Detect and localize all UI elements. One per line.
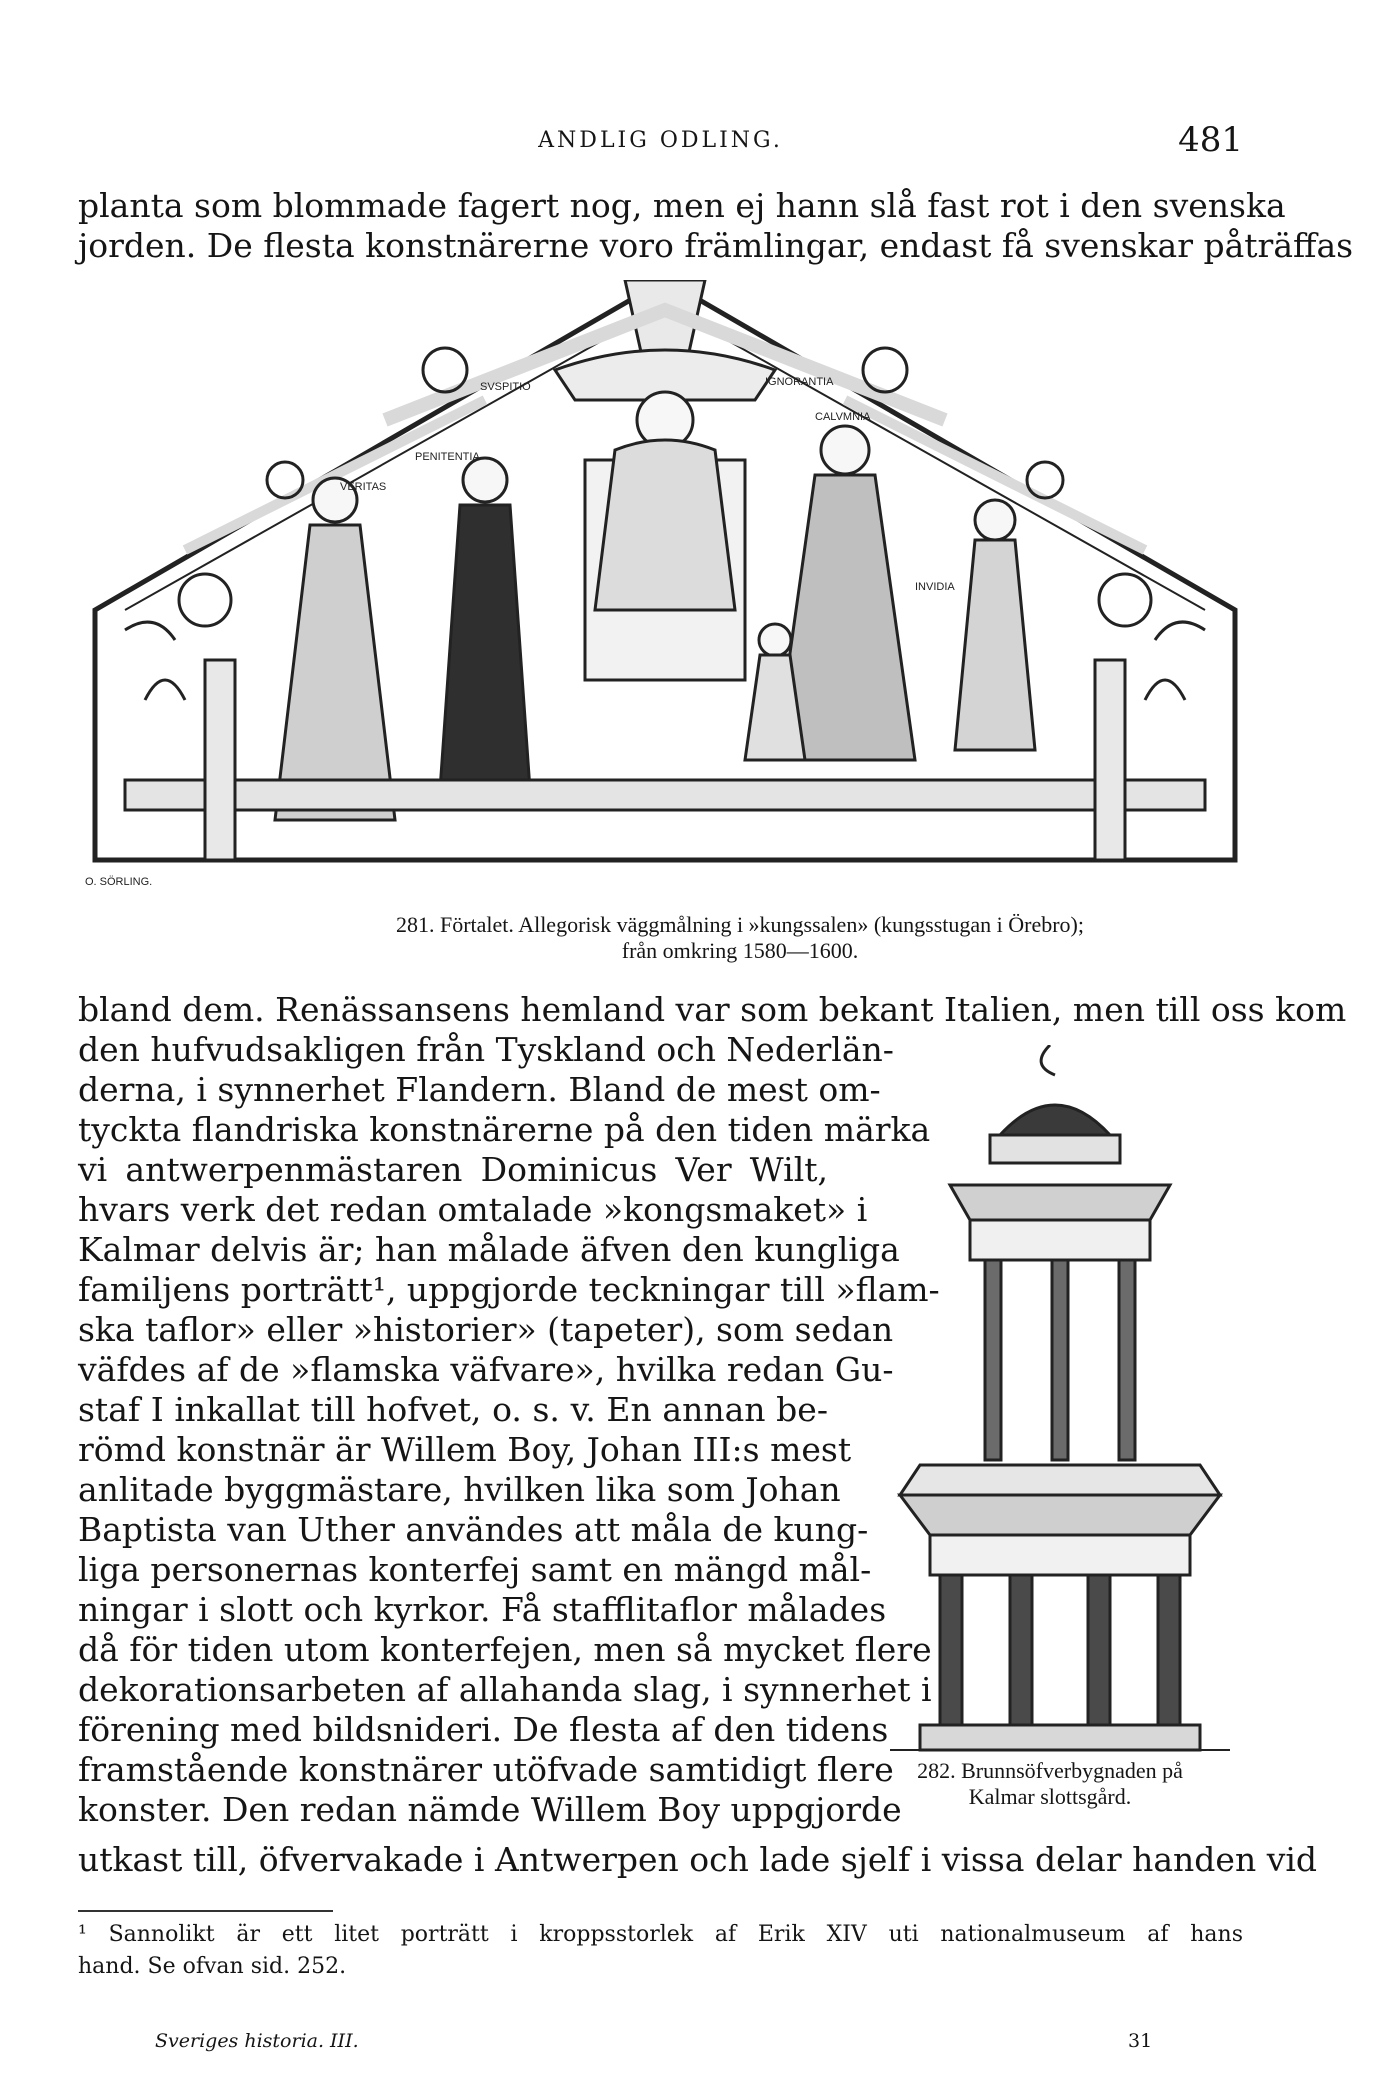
label-suspitio: SVSPITIO	[480, 381, 531, 393]
text-line: planta som blommade fagert nog, men ej hann slå fast rot i den svenska	[78, 186, 1286, 225]
text-line: Kalmar delvis är; han målade äfven den kungliga	[78, 1230, 900, 1269]
running-title: ANDLIG ODLING.	[538, 128, 783, 153]
footnote-rule	[78, 1910, 333, 1912]
text-line: utkast till, öfvervakade i Antwerpen och lade sjelf i vissa delar handen vid	[78, 1840, 1318, 1879]
text-line: römd konstnär är Willem Boy, Johan III:s mest	[78, 1430, 852, 1469]
label-veritas: VERITAS	[340, 481, 387, 493]
footnote-line: ¹ Sannolikt är ett litet porträtt i kroppsstorlek af Erik XIV uti nationalmuseum af hans	[78, 1922, 1243, 1947]
label-paenitentia: PENITENTIA	[415, 451, 480, 463]
page-number: 481	[1178, 120, 1243, 160]
figure-282-caption	[855, 1758, 1245, 1810]
text-line: hvars verk det redan omtalade »kongsmaket» i	[78, 1190, 868, 1229]
figure-veritas	[275, 478, 395, 820]
label-calumnia: CALVMNIA	[815, 411, 871, 423]
text-line: dekorationsarbeten af allahanda slag, i synnerhet i	[78, 1670, 932, 1709]
figure-282-number: 282.	[917, 1758, 956, 1783]
text-line: familjens porträtt¹, uppgjorde teckningar till »flam-	[78, 1270, 940, 1309]
text-line: förening med bildsnideri. De flesta af den tidens	[78, 1710, 889, 1749]
text-line: väfdes af de »flamska väfvare», hvilka redan Gu-	[78, 1350, 894, 1389]
running-head	[78, 120, 1243, 164]
label-invidia: INVIDIA	[915, 581, 955, 593]
text-line: framstående konstnärer utöfvade samtidigt flere	[78, 1750, 894, 1789]
text-line: anlitade byggmästare, hvilken lika som Johan	[78, 1470, 841, 1509]
text-line: jorden. De flesta konstnärerne voro främlingar, endast få svenskar påträffas	[78, 226, 1354, 265]
artist-signature: O. SÖRLING.	[85, 876, 153, 888]
text-line: den hufvudsakligen från Tyskland och Nederlän-	[78, 1030, 894, 1069]
text-line: vi antwerpenmästaren Dominicus Ver Wilt,	[78, 1150, 828, 1189]
text-line: Baptista van Uther användes att måla de kung-	[78, 1510, 869, 1549]
figure-281-number: 281.	[395, 912, 435, 937]
allegorical-wall-painting-figure	[85, 280, 1245, 900]
signature-number: 31	[1128, 2030, 1153, 2052]
text-line: då för tiden utom konterfejen, men så mycket flere	[78, 1630, 932, 1669]
text-line: ningar i slott och kyrkor. Få stafflitaflor målades	[78, 1590, 887, 1629]
footnote-line: hand. Se ofvan sid. 252.	[78, 1954, 347, 1979]
figure-281-caption-line1: Förtalet. Allegorisk väggmålning i »kungssalen» (kungsstugan i Örebro);	[439, 912, 1084, 937]
printer-signature: Sveriges historia. III.	[155, 2030, 359, 2052]
text-line: derna, i synnerhet Flandern. Bland de mest om-	[78, 1070, 881, 1109]
well-house-figure	[880, 1045, 1240, 1765]
figure-281-caption-line2: från omkring 1580—1600.	[621, 938, 859, 963]
figure-282-caption-line1: Brunnsöfverbygnaden på	[961, 1758, 1183, 1783]
figure-paenitentia	[440, 458, 530, 790]
text-line: staf I inkallat till hofvet, o. s. v. En annan be-	[78, 1390, 828, 1429]
label-ignorantia: IGNORANTIA	[765, 376, 834, 388]
text-line: konster. Den redan nämde Willem Boy uppgjorde	[78, 1790, 902, 1829]
text-line: ska taflor» eller »historier» (tapeter), som sedan	[78, 1310, 894, 1349]
text-line: tyckta flandriska konstnärerne på den tiden märka	[78, 1110, 931, 1149]
text-line: liga personernas konterfej samt en mängd mål-	[78, 1550, 872, 1589]
figure-282-caption-line2: Kalmar slottsgård.	[968, 1784, 1132, 1809]
figure-281-caption	[260, 912, 1220, 964]
figure-invidia	[955, 500, 1035, 750]
text-line: bland dem. Renässansens hemland var som bekant Italien, men till oss kom	[78, 990, 1347, 1029]
